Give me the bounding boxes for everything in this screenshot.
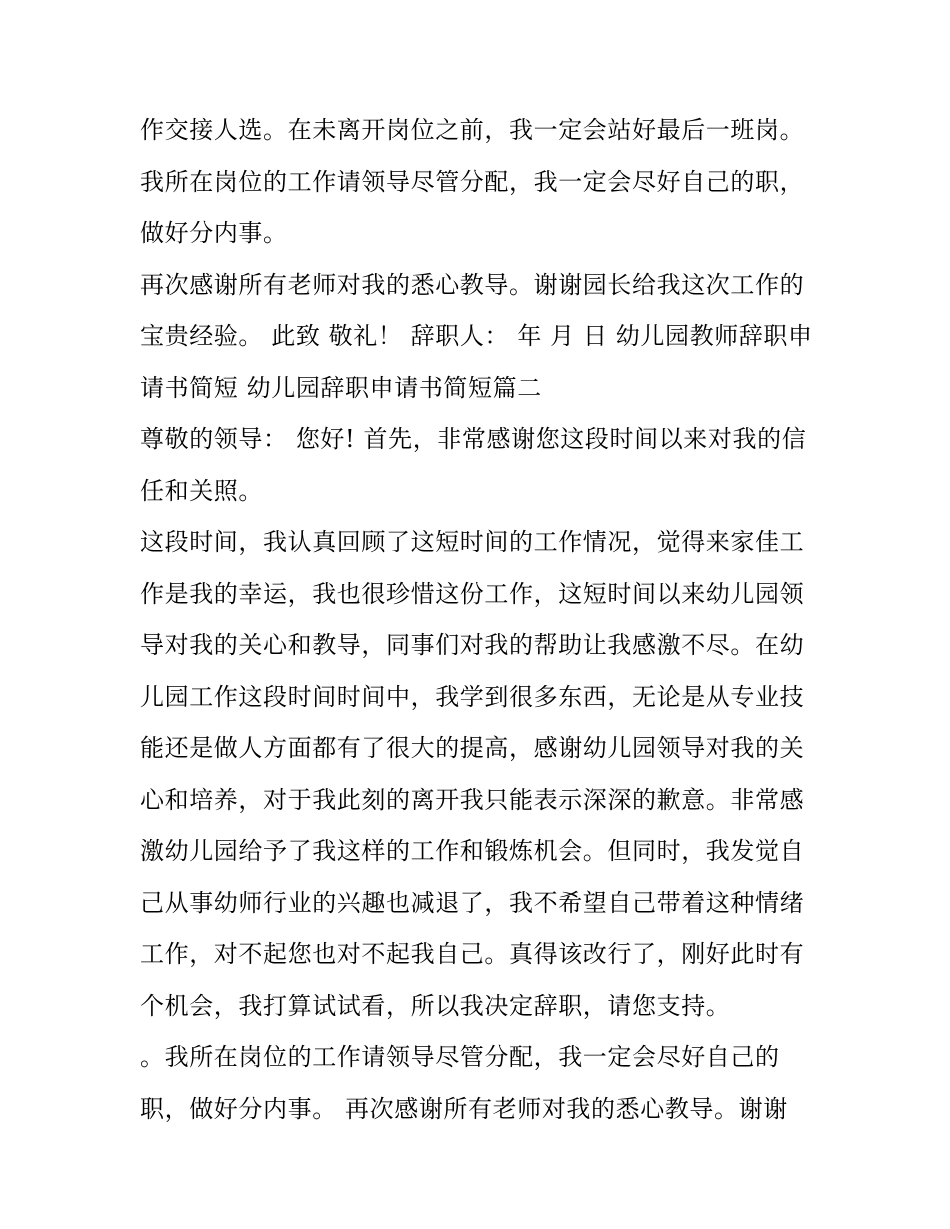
text-line: 请书简短 幼儿园辞职申请书简短篇二 xyxy=(140,373,542,402)
text-line: 再次感谢所有老师对我的悉心教导。谢谢园长给我这次工作的 xyxy=(140,270,805,299)
text-line: 儿园工作这段时间时间中，我学到很多东西，无论是从专业技 xyxy=(140,682,805,711)
text-line: 我所在岗位的工作请领导尽管分配，我一定会尽好自己的职， xyxy=(140,167,805,196)
text-line: 作交接人选。在未离开岗位之前，我一定会站好最后一班岗。 xyxy=(140,116,805,144)
text-line: 己从事幼师行业的兴趣也减退了，我不希望自己带着这种情绪 xyxy=(140,888,805,917)
text-line: 职，做好分内事。 再次感谢所有老师对我的悉心教导。谢谢 xyxy=(140,1094,788,1123)
text-line: 导对我的关心和教导，同事们对我的帮助让我感激不尽。在幼 xyxy=(140,631,805,659)
text-line: 。我所在岗位的工作请领导尽管分配，我一定会尽好自己的 xyxy=(140,1043,780,1071)
text-line: 宝贵经验。 此致 敬礼！ 辞职人： 年 月 日 幼儿园教师辞职申 xyxy=(140,322,813,350)
text-line: 作是我的幸运，我也很珍惜这份工作，这短时间以来幼儿园领 xyxy=(140,579,805,608)
text-line: 做好分内事。 xyxy=(140,219,288,247)
text-line: 任和关照。 xyxy=(140,476,263,505)
text-line: 工作，对不起您也对不起我自己。真得该改行了，刚好此时有 xyxy=(140,940,805,968)
text-line: 尊敬的领导： 您好! 首先，非常感谢您这段时间以来对我的信 xyxy=(140,425,807,453)
text-line: 个机会，我打算试试看，所以我决定辞职，请您支持。 xyxy=(140,991,731,1020)
text-line: 心和培养，对于我此刻的离开我只能表示深深的歉意。非常感 xyxy=(140,785,805,814)
text-line: 能还是做人方面都有了很大的提高，感谢幼儿园领导对我的关 xyxy=(140,734,805,762)
document-body xyxy=(140,105,830,1135)
text-line: 激幼儿园给予了我这样的工作和锻炼机会。但同时，我发觉自 xyxy=(140,837,805,865)
text-line: 这段时间，我认真回顾了这短时间的工作情况，觉得来家佳工 xyxy=(140,528,805,556)
